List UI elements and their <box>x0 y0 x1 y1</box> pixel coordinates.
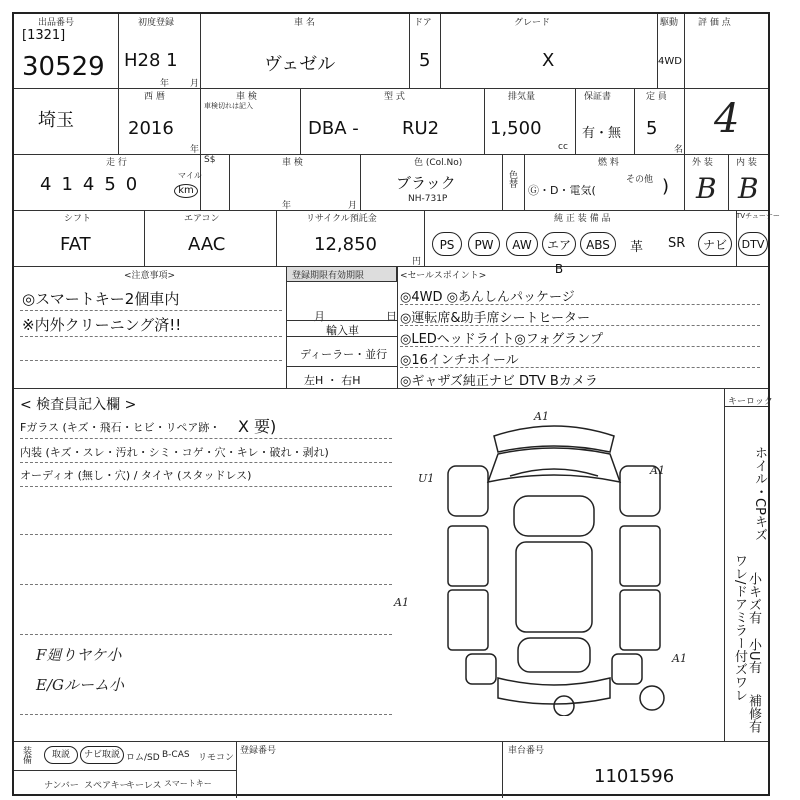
auction-sheet: 出品番号 [1321] 30529 初度登録 H28 1 年 月 車 名 ヴェゼル ドア 5 グレード X 駆動 4WD 評 価 点 4 埼玉 西 暦 2016 年 車 検 車検切れは記入 型 式 DBA - RU2 排気量 1,500 cc 保証書 有・無 定 員 5 名 走 行 41450 マイル km S$ 車 検 年 月 色 (Col.No) ブラック NH-731P 色替 燃 料 Ⓖ・D・電気( その他 ) 外 装 B 内 装 B シフト FAT エアコン AAC リサイクル預託金 12,850 円 純 正 装 備 品 TVチューナー PS PW AW エアB ABS 革 SR ナビ DTV <注意事項> ◎スマートキー2個車内 ※内外クリーニング済!! 登録期限有効期限 月 日 輸入車 ディーラー・並行 左H ・ 右H <セールスポイント> ◎4WD ◎あんしんパッケージ ◎運転席&助手席シートヒーター ◎LEDヘッドライト◎フォグランプ ◎16インチホイール ◎ギャザズ純正ナビ DTV Bカメラ < 検査員記入欄 > Fガラス (キズ・飛石・ヒビ・リペア跡・ X 要) 内装 (キズ・スレ・汚れ・シミ・コゲ・穴・キレ・破れ・剥れ) オーディオ (無し・穴) / タイヤ (スタッドレス) F廻りヤケ小 E/Gルーム小 キーロック ホイル・CPキズ ワレ/ドアミラー付ズワレ 小キズ有 小U有 補修有 A1 U1 A1 A1 A1 装備 取説 ナビ取説 ロム/SD B-CAS リモコン ナンバー スペアキー キーレス スマートキー 登録番号 車台番号 1101596 <box>12 12 770 796</box>
row-divider-2 <box>14 154 768 155</box>
warranty: 有・無 <box>582 126 622 141</box>
fuel-options: Ⓖ・D・電気( <box>528 184 596 197</box>
ac-value: AAC <box>188 234 226 255</box>
roof <box>516 542 592 632</box>
fuel-label: 燃 料 <box>598 158 619 168</box>
capacity-label: 定 員 <box>646 92 667 102</box>
selling-5: ◎ギャザズ純正ナビ DTV Bカメラ <box>400 374 598 389</box>
row-divider-5 <box>14 388 768 389</box>
selling-2: ◎運転席&助手席シートヒーター <box>400 311 590 326</box>
dealer-parallel: ディーラー・並行 <box>300 348 388 361</box>
mark-u1: U1 <box>418 472 435 485</box>
displacement-label: 排気量 <box>508 92 536 102</box>
opt-smart-key: スマートキー <box>164 779 212 788</box>
mark-a1-bottom: A1 <box>672 652 687 665</box>
equip-airbag: エアB <box>542 232 576 256</box>
drive-label: 駆動 <box>660 18 679 28</box>
equip-dtv: DTV <box>738 232 768 256</box>
opt-bcas: B-CAS <box>162 750 190 760</box>
mark-a1-right: A1 <box>650 464 665 477</box>
rear-window <box>518 638 590 672</box>
equip-abs: ABS <box>580 232 616 256</box>
equip-sr: SR <box>668 236 686 251</box>
opt-number: ナンバー <box>44 781 79 791</box>
recycle-value: 12,850 <box>314 234 377 255</box>
opt-manual: 取説 <box>44 746 78 764</box>
handwritten-note-2: E/Gルーム小 <box>36 676 124 694</box>
car-name: ヴェゼル <box>264 54 336 75</box>
caution-2: ※内外クリーニング済!! <box>22 316 182 334</box>
rear-bumper <box>498 678 610 704</box>
opt-remote: リモコン <box>198 753 235 763</box>
rear-right-quarter <box>612 654 642 684</box>
opt-rom-sd: ロム/SD <box>126 753 160 763</box>
grade-value: X <box>542 50 555 71</box>
rear-right-door <box>620 590 660 650</box>
legend-5: 補修有 <box>746 694 761 733</box>
mark-a1-left: A1 <box>394 596 409 609</box>
keylock-label: キーロック <box>728 397 773 407</box>
legend-2: ワレ/ドアミラー付ズワレ <box>732 554 747 702</box>
rear-left-door <box>448 590 488 650</box>
handwritten-note-1: F廻りヤケ小 <box>36 646 122 664</box>
car-diagram <box>434 406 674 716</box>
chassis-number: 1101596 <box>594 766 675 787</box>
row-divider-3 <box>14 210 768 211</box>
equip-aw: AW <box>506 232 538 256</box>
doors-value: 5 <box>419 50 431 71</box>
selling-1: ◎4WD ◎あんしんパッケージ <box>400 290 575 305</box>
windshield <box>514 496 594 536</box>
front-left-door <box>448 526 488 586</box>
chassis-label: 車台番号 <box>508 746 545 756</box>
legend-4: 小U有 <box>746 638 761 674</box>
equip-navi: ナビ <box>698 232 732 256</box>
front-left-fender <box>448 466 488 516</box>
front-right-door <box>620 526 660 586</box>
inspector-title: < 検査員記入欄 > <box>20 397 137 413</box>
handle-side: 左H ・ 右H <box>304 374 361 387</box>
row-divider-6 <box>14 741 768 742</box>
first-reg-value: H28 1 <box>124 50 178 71</box>
inspection-label: 車 検 <box>236 92 257 102</box>
mileage-label: 走 行 <box>106 158 127 168</box>
drive-value: 4WD <box>658 56 682 67</box>
hood <box>488 448 620 482</box>
warranty-label: 保証書 <box>584 92 612 102</box>
first-reg-label: 初度登録 <box>138 18 175 28</box>
reg-number-label: 登録番号 <box>240 746 277 756</box>
type-label: 型 式 <box>384 92 405 102</box>
model-year: 2016 <box>128 118 174 139</box>
shift-value: FAT <box>60 234 91 255</box>
equip-ps: PS <box>432 232 462 256</box>
opt-navi-manual: ナビ取説 <box>80 746 124 764</box>
glass-line: Fガラス (キズ・飛石・ヒビ・リペア跡・ <box>20 421 221 434</box>
exterior-grade: B <box>696 172 717 205</box>
lot-sub: [1321] <box>22 28 66 43</box>
inspection-note: 車検切れは記入 <box>204 102 253 110</box>
mark-a1-top: A1 <box>534 410 549 423</box>
doors-label: ドア <box>414 18 432 28</box>
displacement: 1,500 <box>490 118 542 139</box>
opt-spare-key: スペアキー <box>84 781 129 791</box>
rating-value: 4 <box>714 96 740 142</box>
lot-number: 30529 <box>22 52 105 82</box>
type-code: RU2 <box>402 118 440 139</box>
rear-left-quarter <box>466 654 496 684</box>
rating-label: 評 価 点 <box>698 18 731 28</box>
name-label: 車 名 <box>294 18 315 28</box>
color-label: 色 (Col.No) <box>414 158 463 168</box>
region: 埼玉 <box>38 110 74 131</box>
model-year-label: 西 暦 <box>144 92 165 102</box>
color-code: NH-731P <box>408 194 448 204</box>
selling-4: ◎16インチホイール <box>400 353 519 368</box>
glass-mark: X 要) <box>238 417 277 436</box>
km-circle: km <box>174 184 198 198</box>
equip-leather: 革 <box>630 240 644 255</box>
opt-keyless: キーレス <box>126 781 162 791</box>
caution-1: ◎スマートキー2個車内 <box>22 290 180 308</box>
equip-pw: PW <box>468 232 500 256</box>
type-prefix: DBA - <box>308 118 359 139</box>
color-value: ブラック <box>396 174 456 192</box>
mileage: 41450 <box>40 174 148 195</box>
interior-grade: B <box>738 172 759 205</box>
audio-line: オーディオ (無し・穴) / タイヤ (スタッドレス) <box>20 469 252 482</box>
interior-line: 内装 (キズ・スレ・汚れ・シミ・コゲ・穴・キレ・破れ・剥れ) <box>20 446 329 459</box>
legend-1: ホイル・CPキズ <box>752 446 767 541</box>
legend-3: 小キズ有 <box>746 572 761 624</box>
selling-3: ◎LEDヘッドライト◎フォグランプ <box>400 332 604 347</box>
capacity: 5 <box>646 118 658 139</box>
lot-label: 出品番号 <box>38 18 75 28</box>
grade-label: グレード <box>514 18 551 28</box>
